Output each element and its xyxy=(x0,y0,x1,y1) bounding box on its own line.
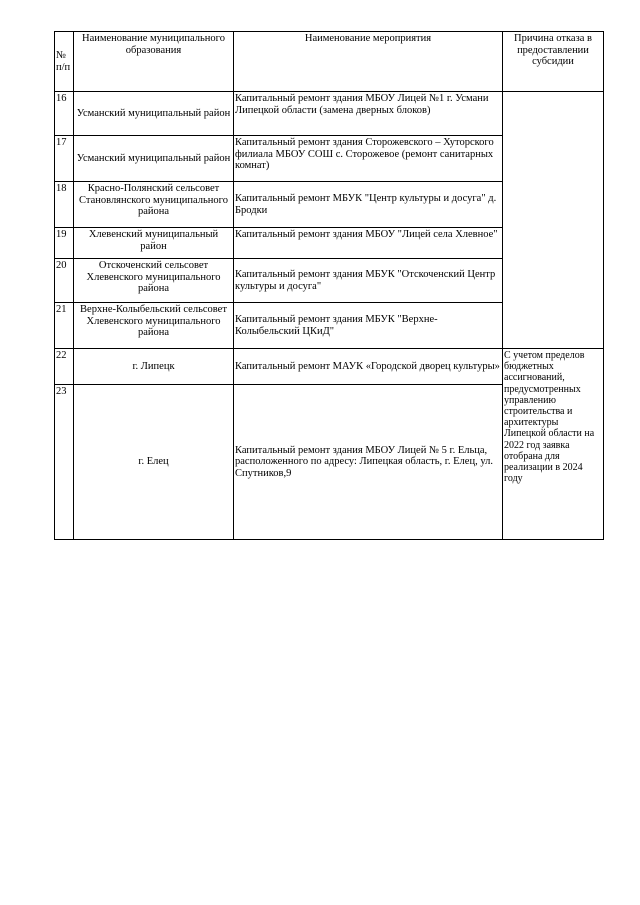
reason-empty-cell xyxy=(503,92,604,349)
row-municipality: Отскоченский сельсовет Хлевенского муниципального района xyxy=(74,259,234,303)
table-row xyxy=(55,349,604,385)
row-activity: Капитальный ремонт МБУК "Центр культуры и досуга" д. Бродки xyxy=(234,182,503,228)
row-activity: Капитальный ремонт здания МБУК "Отскоченский Центр культуры и досуга" xyxy=(234,259,503,303)
row-municipality: г. Елец xyxy=(74,385,234,540)
subsidy-refusal-table xyxy=(54,31,604,540)
row-municipality: г. Липецк xyxy=(74,349,234,385)
row-num: 17 xyxy=(55,136,74,182)
row-municipality: Красно-Полянский сельсовет Становлянского муниципального района xyxy=(74,182,234,228)
row-num: 23 xyxy=(55,385,74,540)
row-activity: Капитальный ремонт здания Сторожевского – Хуторского филиала МБОУ СОШ с. Сторожевое (ремонт санитарных комнат) xyxy=(234,136,503,182)
row-num: 21 xyxy=(55,303,74,349)
row-municipality: Усманский муниципальный район xyxy=(74,92,234,136)
header-activity: Наименование мероприятия xyxy=(234,32,503,92)
header-reason: Причина отказа в предоставлении субсидии xyxy=(503,32,604,92)
row-municipality: Верхне-Колыбельский сельсовет Хлевенского муниципального района xyxy=(74,303,234,349)
row-num: 22 xyxy=(55,349,74,385)
row-activity: Капитальный ремонт здания МБОУ Лицей № 5 г. Ельца, расположенного по адресу: Липецкая область, г. Елец, ул. Спутников,9 xyxy=(234,385,503,540)
row-num: 19 xyxy=(55,228,74,259)
row-activity: Капитальный ремонт здания МБУК "Верхне-Колыбельский ЦКиД" xyxy=(234,303,503,349)
row-municipality: Хлевенский муниципальный район xyxy=(74,228,234,259)
row-activity: Капитальный ремонт МАУК «Городской дворец культуры» xyxy=(234,349,503,385)
row-num: 16 xyxy=(55,92,74,136)
table-row xyxy=(55,92,604,136)
reason-note: С учетом пределов бюджетных ассигнований, предусмотренных управлению строительства и архитектуры Липецкой области на 2022 год заявка отобрана для реализации в 2024 году xyxy=(503,349,604,540)
row-municipality: Усманский муниципальный район xyxy=(74,136,234,182)
header-num: № п/п xyxy=(55,32,74,92)
row-num: 20 xyxy=(55,259,74,303)
row-activity: Капитальный ремонт здания МБОУ Лицей №1 г. Усмани Липецкой области (замена дверных блоков) xyxy=(234,92,503,136)
header-municipality: Наименование муниципального образования xyxy=(74,32,234,92)
row-activity: Капитальный ремонт здания МБОУ "Лицей села Хлевное" xyxy=(234,228,503,259)
row-num: 18 xyxy=(55,182,74,228)
table-header-row xyxy=(55,32,604,92)
